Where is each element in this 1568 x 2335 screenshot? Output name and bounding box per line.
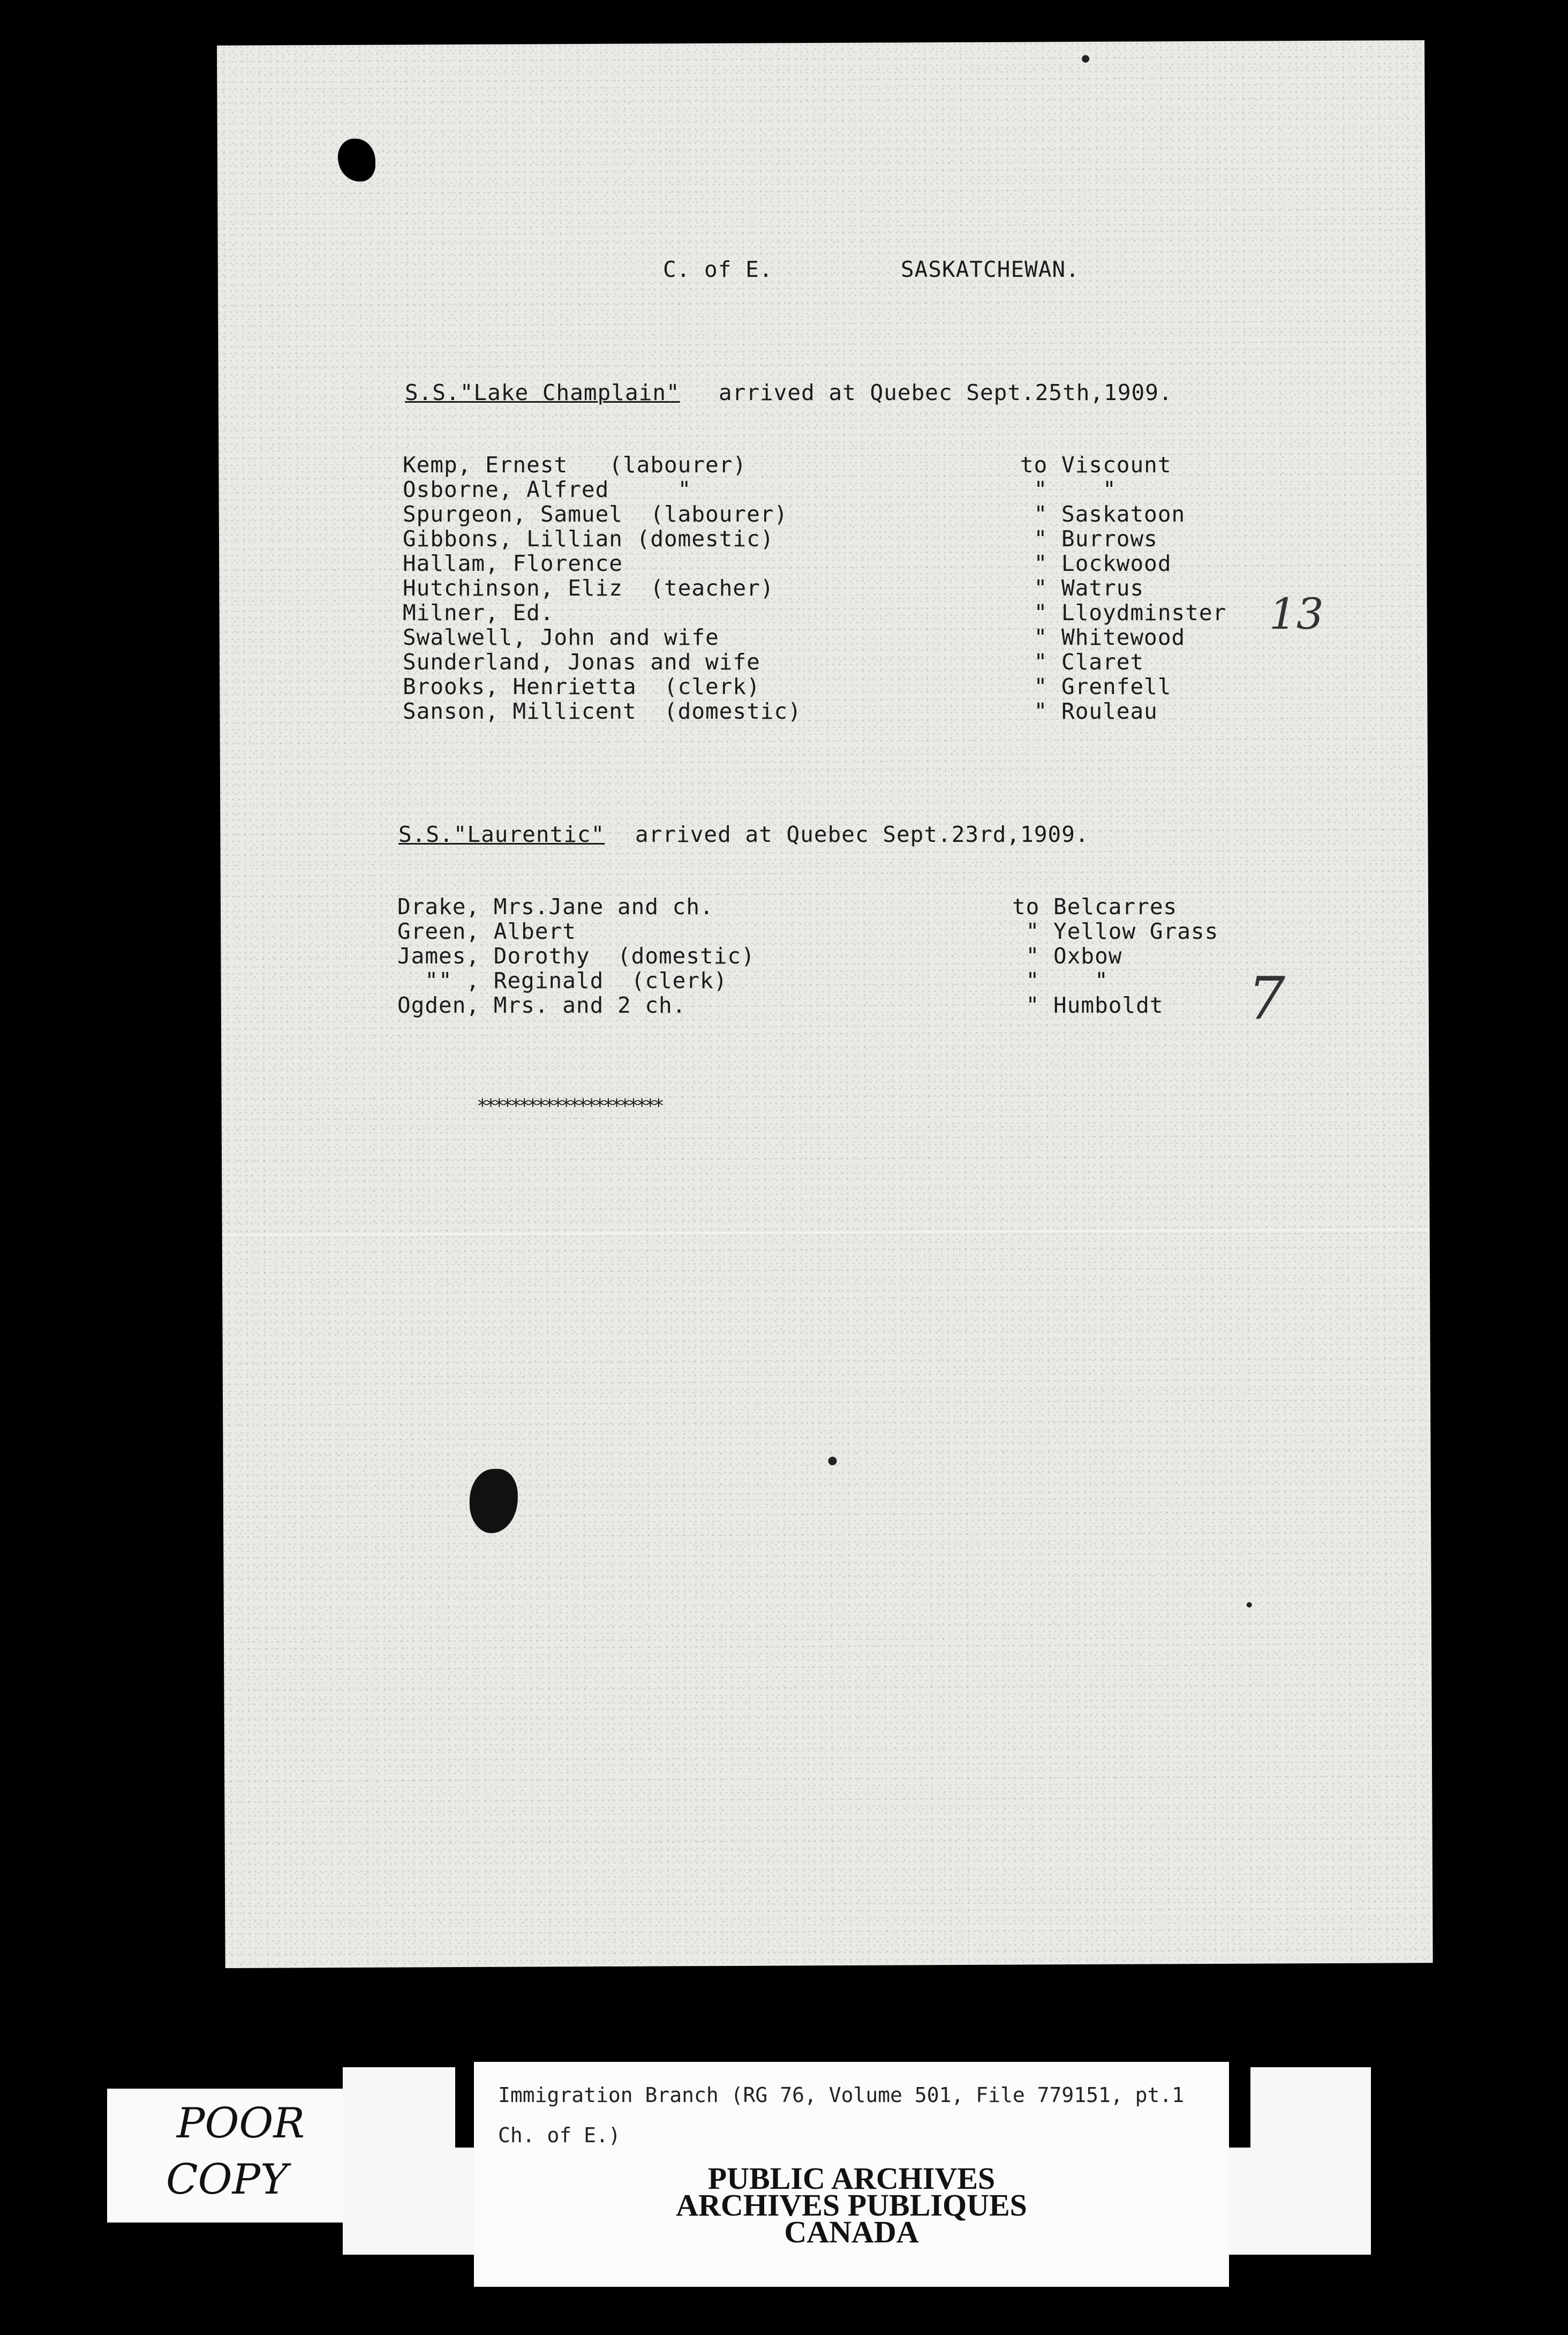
poor-copy-word-1: POOR — [177, 2099, 305, 2148]
passenger-destination: " Humboldt — [1012, 992, 1164, 1018]
passenger-name: Hutchinson, Eliz (teacher) — [403, 575, 774, 601]
handwritten-count-1: 13 — [1269, 589, 1324, 639]
passenger-destination: " Lockwood — [1020, 551, 1172, 576]
passenger-name: Brooks, Henrietta (clerk) — [403, 674, 760, 699]
province-heading: SASKATCHEWAN. — [901, 257, 1080, 282]
label-notch — [455, 2067, 474, 2148]
passenger-destination: " Saskatoon — [1020, 501, 1186, 527]
passenger-name: Ogden, Mrs. and 2 ch. — [397, 992, 687, 1018]
passenger-name: Osborne, Alfred " — [403, 477, 692, 502]
ship-name-2: S.S."Laurentic" — [398, 822, 605, 847]
passenger-name: Milner, Ed. — [403, 600, 554, 626]
passenger-name: Drake, Mrs.Jane and ch. — [397, 894, 714, 920]
ink-spot — [1247, 1602, 1252, 1608]
poor-copy-label — [107, 2089, 343, 2223]
passenger-name: "" , Reginald (clerk) — [397, 968, 728, 993]
passenger-destination: " Lloydminster — [1020, 600, 1227, 626]
paper-tear — [338, 139, 375, 182]
passenger-destination: " Rouleau — [1020, 698, 1158, 724]
passenger-destination: " Yellow Grass — [1012, 918, 1219, 944]
separator-stars: ********************** — [477, 1095, 661, 1117]
passenger-name: Sunderland, Jonas and wife — [403, 649, 760, 675]
passenger-name: Swalwell, John and wife — [403, 624, 719, 650]
passenger-name: Hallam, Florence — [403, 551, 623, 576]
ship-name-1: S.S."Lake Champlain" — [405, 380, 680, 405]
passenger-destination: " " — [1020, 477, 1117, 502]
passenger-destination: " " — [1012, 968, 1109, 993]
denomination-heading: C. of E. — [663, 257, 773, 282]
fold-line — [222, 1229, 1430, 1236]
arrival-info-1: arrived at Quebec Sept.25th,1909. — [719, 380, 1173, 405]
passenger-name: Gibbons, Lillian (domestic) — [403, 526, 774, 552]
passenger-destination: " Watrus — [1020, 575, 1144, 601]
passenger-destination: " Grenfell — [1020, 674, 1172, 699]
poor-copy-word-2: COPY — [166, 2156, 288, 2204]
passenger-destination: " Burrows — [1020, 526, 1158, 552]
passenger-destination: " Claret — [1020, 649, 1144, 675]
handwritten-count-2: 7 — [1248, 964, 1285, 1033]
ink-blot — [470, 1469, 518, 1533]
archives-name-fr: ARCHIVES PUBLIQUES — [676, 2188, 1027, 2223]
archive-reference-line-2: Ch. of E.) — [498, 2123, 621, 2147]
archive-reference-line-1: Immigration Branch (RG 76, Volume 501, File 779151, pt.1 — [498, 2083, 1185, 2107]
passenger-name: Sanson, Millicent (domestic) — [403, 698, 802, 724]
passenger-destination: to Belcarres — [1012, 894, 1178, 920]
passenger-destination: " Oxbow — [1012, 943, 1122, 969]
ink-spot — [828, 1457, 837, 1465]
label-notch — [1229, 2067, 1250, 2148]
passenger-name: Green, Albert — [397, 918, 576, 944]
ink-spot — [1082, 55, 1089, 63]
passenger-destination: " Whitewood — [1020, 624, 1186, 650]
passenger-name: James, Dorothy (domestic) — [397, 943, 755, 969]
archives-name-en: PUBLIC ARCHIVES — [707, 2161, 996, 2196]
arrival-info-2: arrived at Quebec Sept.23rd,1909. — [635, 822, 1089, 847]
archives-country: CANADA — [784, 2215, 919, 2249]
passenger-name: Kemp, Ernest (labourer) — [403, 452, 747, 478]
passenger-destination: to Viscount — [1020, 452, 1172, 478]
passenger-name: Spurgeon, Samuel (labourer) — [403, 501, 788, 527]
